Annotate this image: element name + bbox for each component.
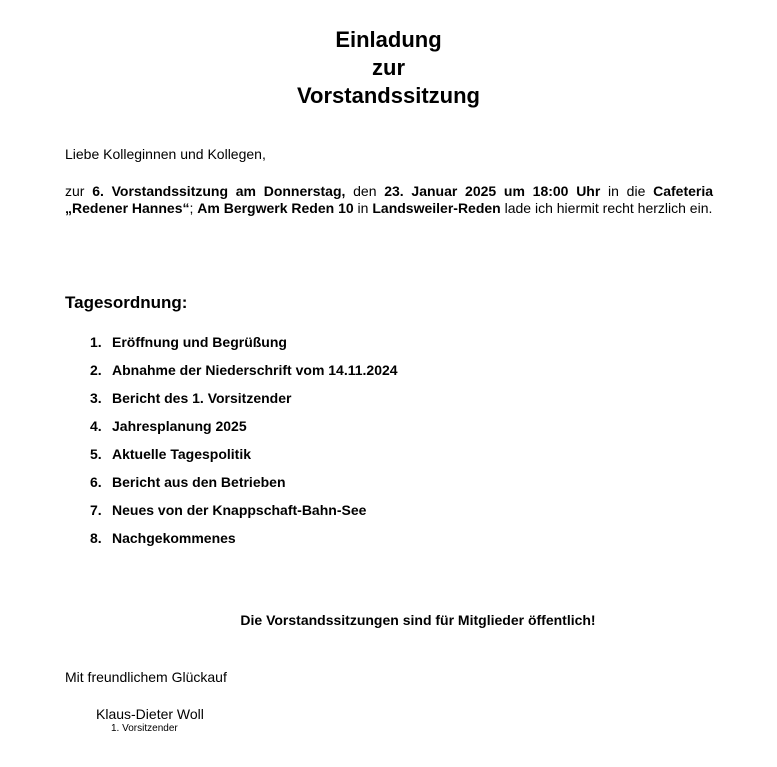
intro-text-3: in die: [600, 183, 654, 199]
agenda-item-text: Abnahme der Niederschrift vom 14.11.2024: [112, 362, 398, 378]
agenda-item: [90, 501, 398, 529]
agenda-item-text: Bericht aus den Betrieben: [112, 474, 286, 490]
document-title: [0, 26, 777, 110]
meeting-name: 6. Vorstandssitzung am Donnerstag,: [92, 183, 346, 199]
agenda-item-number: 7.: [90, 502, 102, 518]
signer-role: 1. Vorsitzender: [111, 723, 178, 734]
agenda-item: [90, 445, 398, 473]
agenda-item-text: Nachgekommenes: [112, 530, 236, 546]
agenda-heading: Tagesordnung:: [65, 293, 188, 312]
agenda-item-number: 4.: [90, 418, 102, 434]
agenda-item: [90, 333, 398, 361]
agenda-item: [90, 389, 398, 417]
agenda-item-number: 1.: [90, 334, 102, 350]
intro-text-6: lade ich hiermit recht herzlich ein.: [500, 200, 713, 216]
agenda-item: [90, 529, 398, 557]
intro-text-4: ;: [189, 200, 198, 216]
agenda-item-text: Aktuelle Tagespolitik: [112, 446, 251, 462]
public-notice: Die Vorstandssitzungen sind für Mitglieder öffentlich!: [240, 612, 596, 628]
greeting: Liebe Kolleginnen und Kollegen,: [65, 146, 266, 162]
agenda-item-number: 2.: [90, 362, 102, 378]
closing-salutation: Mit freundlichem Glückauf: [65, 669, 227, 685]
agenda-item-text: Neues von der Knappschaft-Bahn-See: [112, 502, 367, 518]
agenda-item: [90, 417, 398, 445]
meeting-date-time: 23. Januar 2025 um 18:00 Uhr: [384, 183, 601, 199]
title-line-2: zur: [372, 55, 405, 80]
agenda-item-number: 5.: [90, 446, 102, 462]
agenda-item-number: 3.: [90, 390, 102, 406]
agenda-item-number: 6.: [90, 474, 102, 490]
agenda-item-text: Jahresplanung 2025: [112, 418, 247, 434]
intro-text-5: in: [353, 200, 373, 216]
intro-paragraph: [65, 183, 713, 217]
meeting-town: Landsweiler-Reden: [372, 200, 501, 216]
agenda-item-text: Eröffnung und Begrüßung: [112, 334, 287, 350]
intro-text-1: zur: [65, 183, 93, 199]
agenda-item-number: 8.: [90, 530, 102, 546]
meeting-address: Am Bergwerk Reden 10: [197, 200, 354, 216]
agenda-item-text: Bericht des 1. Vorsitzender: [112, 390, 292, 406]
agenda-list: [90, 333, 398, 557]
agenda-item: [90, 361, 398, 389]
title-line-1: Einladung: [335, 27, 442, 52]
agenda-item: [90, 473, 398, 501]
signer-name: Klaus-Dieter Woll: [96, 706, 204, 722]
intro-text-2: den: [345, 183, 385, 199]
meeting-venue: Cafeteria „Redener Hannes“: [65, 183, 714, 216]
title-line-3: Vorstandssitzung: [297, 83, 480, 108]
